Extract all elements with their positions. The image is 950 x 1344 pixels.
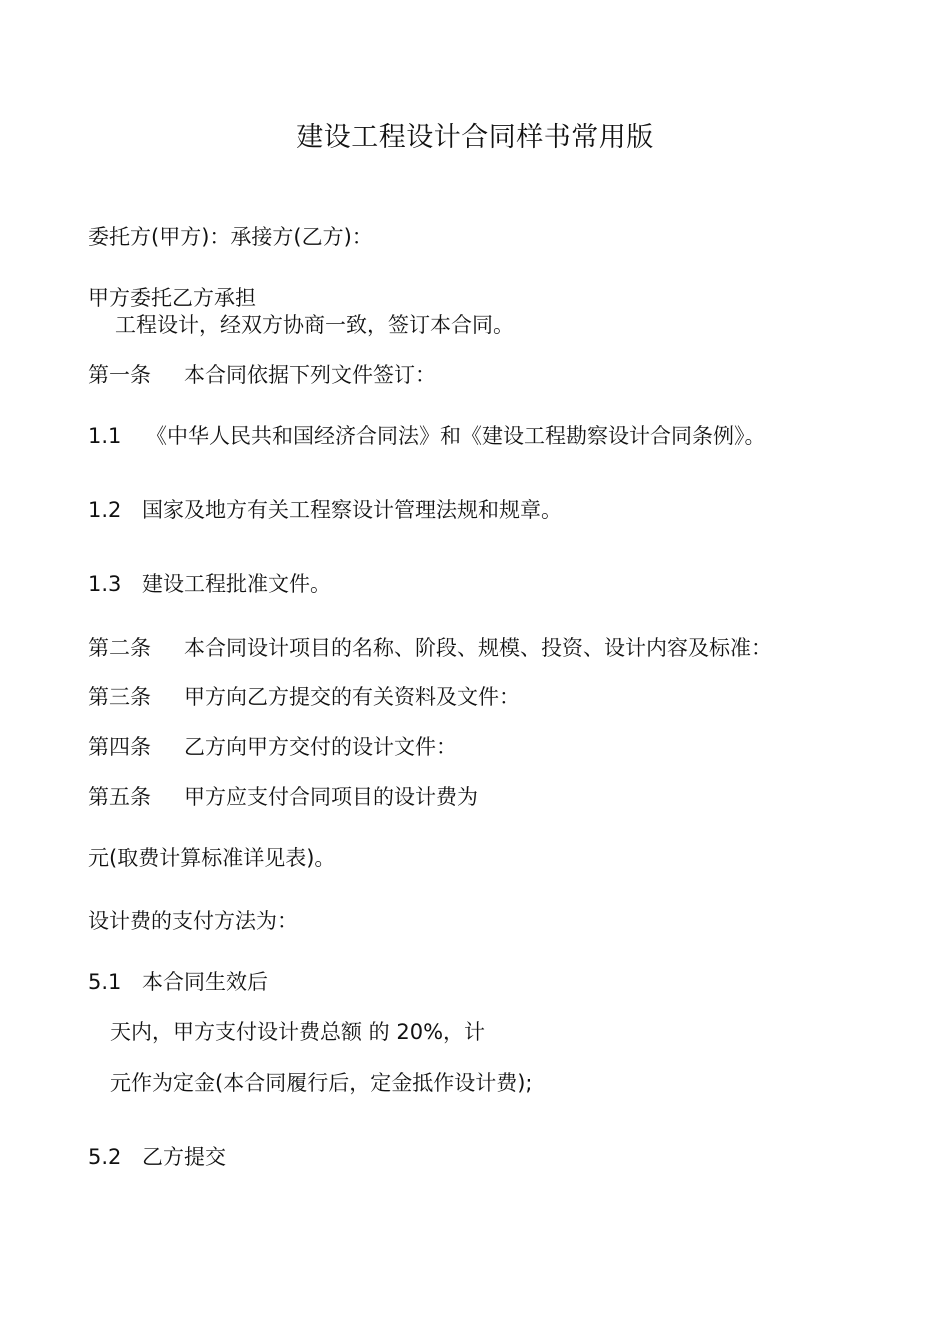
clause-5-2-text: 乙方提交 [142, 1145, 226, 1169]
fee-line: 元(取费计算标准详见表)。 [88, 846, 336, 870]
clause-5-1-line-2: 天内，甲方支付设计费总额 的 20%，计 [110, 1020, 486, 1044]
article-4 [88, 732, 457, 762]
article-3 [88, 682, 520, 712]
article-1 [88, 360, 436, 390]
document-title: 建设工程设计合同样书常用版 [296, 122, 654, 153]
clause-1-2-number: 1.2 [88, 498, 122, 522]
payment-method: 设计费的支付方法为： [88, 909, 298, 933]
parties-line: 委托方(甲方)：承接方(乙方)： [88, 225, 373, 249]
clause-5-1-text: 本合同生效后 [142, 970, 268, 994]
clause-1-3 [88, 569, 331, 599]
clause-1-3-number: 1.3 [88, 572, 122, 596]
article-4-text: 乙方向甲方交付的设计文件： [184, 735, 457, 759]
article-2-label: 第二条 [88, 636, 151, 660]
clause-1-1 [88, 421, 766, 451]
intro-line-1: 甲方委托乙方承担 [88, 286, 256, 310]
intro-line-2: 工程设计，经双方协商一致，签订本合同。 [115, 313, 514, 337]
article-2-text: 本合同设计项目的名称、阶段、规模、投资、设计内容及标准： [184, 636, 772, 660]
clause-1-2 [88, 495, 562, 525]
article-3-text: 甲方向乙方提交的有关资料及文件： [184, 685, 520, 709]
article-1-text: 本合同依据下列文件签订： [184, 363, 436, 387]
clause-1-1-text: 《中华人民共和国经济合同法》和《建设工程勘察设计合同条例》。 [146, 424, 766, 448]
article-5 [88, 782, 478, 812]
article-1-label: 第一条 [88, 363, 151, 387]
article-5-text: 甲方应支付合同项目的设计费为 [184, 785, 478, 809]
article-2 [88, 633, 772, 663]
clause-1-1-number: 1.1 [88, 424, 122, 448]
clause-5-1-line-3: 元作为定金(本合同履行后，定金抵作设计费); [110, 1071, 533, 1095]
clause-1-3-text: 建设工程批准文件。 [142, 572, 331, 596]
clause-5-1 [88, 967, 268, 997]
clause-5-2 [88, 1142, 226, 1172]
article-3-label: 第三条 [88, 685, 151, 709]
clause-1-2-text: 国家及地方有关工程察设计管理法规和规章。 [142, 498, 562, 522]
article-5-label: 第五条 [88, 785, 151, 809]
clause-5-1-number: 5.1 [88, 970, 122, 994]
clause-5-2-number: 5.2 [88, 1145, 122, 1169]
article-4-label: 第四条 [88, 735, 151, 759]
